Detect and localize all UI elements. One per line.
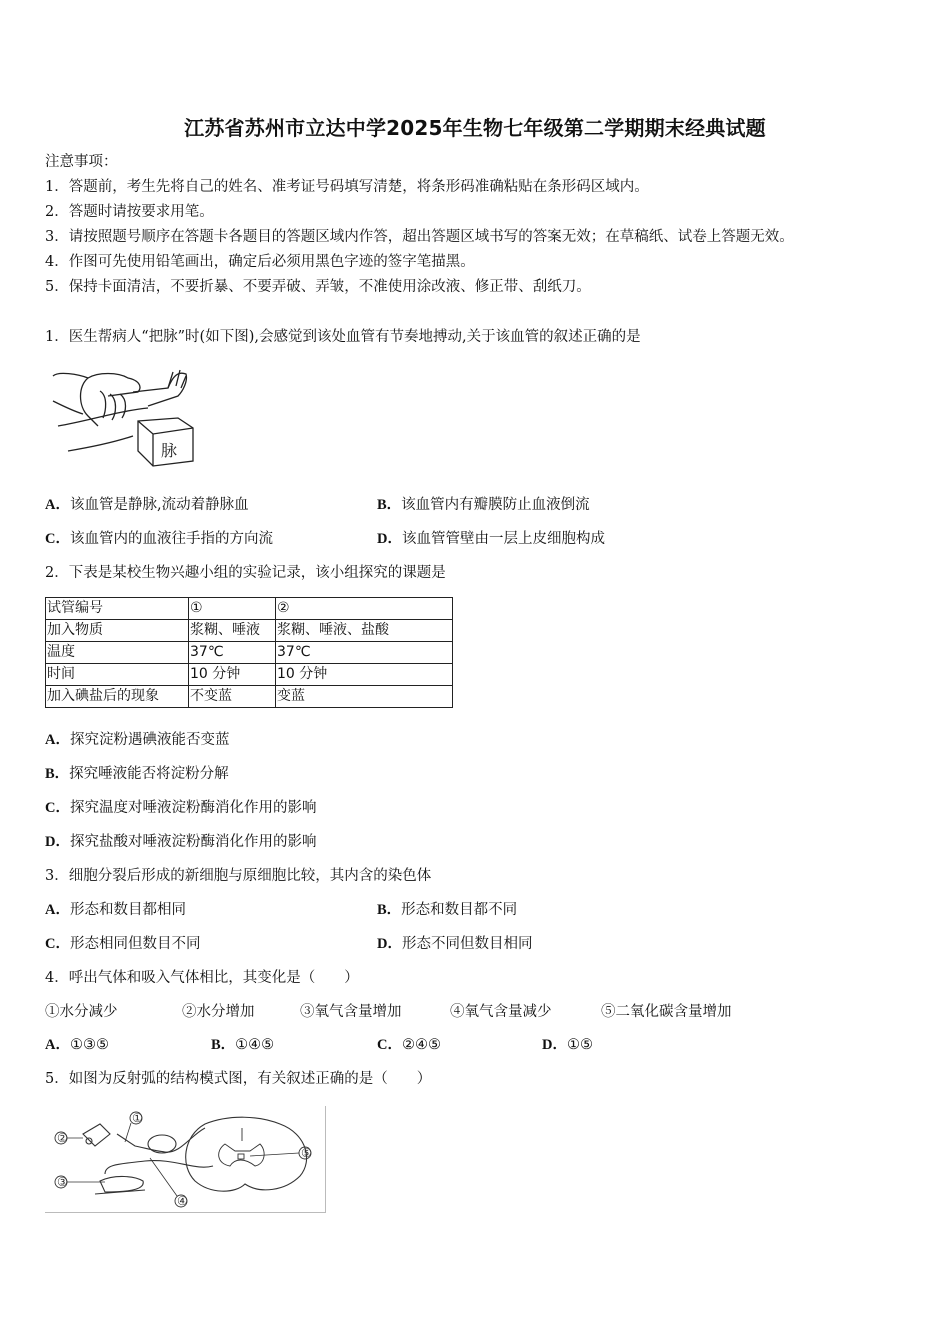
option-text: 探究淀粉遇碘液能否变蓝 (69, 732, 230, 748)
statement-item: ④氧气含量减少 (450, 1004, 552, 1020)
question-2-stem: 2．下表是某校生物兴趣小组的实验记录，该小组探究的课题是 (45, 565, 446, 581)
table-cell: 温度 (46, 642, 189, 664)
question-4-option-d[interactable] (542, 1035, 593, 1055)
option-text: 该血管是静脉,流动着静脉血 (69, 497, 249, 513)
option-letter: C． (45, 800, 70, 816)
question-3-option-a[interactable] (45, 900, 186, 920)
option-letter: B． (377, 497, 402, 513)
option-letter: D． (542, 1037, 567, 1053)
option-letter: A． (45, 1037, 70, 1053)
option-text: 该血管内有瓣膜防止血液倒流 (401, 497, 590, 513)
table-cell: 时间 (46, 664, 189, 686)
pulse-taking-illustration-icon (48, 366, 198, 471)
option-text: 探究盐酸对唾液淀粉酶消化作用的影响 (69, 834, 317, 850)
question-4-stem: 4．呼出气体和吸入气体相比，其变化是（ ） (45, 970, 359, 986)
option-text: 形态相同但数目不同 (69, 936, 201, 952)
question-2-option-b[interactable] (45, 764, 229, 784)
option-letter: C． (45, 936, 70, 952)
option-letter: A． (45, 732, 70, 748)
table-cell: 试管编号 (46, 598, 189, 620)
table-row (46, 620, 453, 642)
question-3-option-b[interactable] (377, 900, 517, 920)
question-1-option-a[interactable] (45, 495, 249, 515)
option-letter: B． (211, 1037, 236, 1053)
question-3-option-d[interactable] (377, 934, 532, 954)
statement-item: ①水分减少 (45, 1004, 118, 1020)
table-cell: ② (276, 598, 453, 620)
option-letter: A． (45, 902, 70, 918)
table-row (46, 686, 453, 708)
option-letter: D． (45, 834, 70, 850)
table-cell: ① (189, 598, 276, 620)
option-letter: D． (377, 936, 402, 952)
option-letter: A． (45, 497, 70, 513)
notice-heading: 注意事项： (45, 154, 118, 170)
statement-item: ⑤二氧化碳含量增加 (601, 1004, 732, 1020)
option-text: 形态和数目都相同 (69, 902, 186, 918)
question-2-option-a[interactable] (45, 730, 229, 750)
table-cell: 变蓝 (276, 686, 453, 708)
table-cell: 浆糊、唾液 (189, 620, 276, 642)
question-4-option-c[interactable] (377, 1035, 441, 1055)
svg-text:②: ② (57, 1131, 68, 1145)
option-text: 探究唾液能否将淀粉分解 (69, 766, 229, 782)
option-text: ①④⑤ (235, 1037, 275, 1053)
svg-text:③: ③ (57, 1175, 68, 1189)
statement-item: ②水分增加 (182, 1004, 255, 1020)
experiment-table (45, 597, 453, 708)
svg-text:①: ① (132, 1111, 143, 1125)
svg-text:脉: 脉 (161, 441, 178, 460)
option-letter: B． (45, 766, 70, 782)
question-1-stem: 1．医生帮病人“把脉”时(如下图),会感觉到该处血管有节奏地搏动,关于该血管的叙述正确的是 (45, 329, 641, 345)
table-row (46, 642, 453, 664)
question-1-option-b[interactable] (377, 495, 590, 515)
svg-text:④: ④ (177, 1194, 188, 1208)
table-row (46, 664, 453, 686)
table-cell: 10 分钟 (276, 664, 453, 686)
question-2-option-d[interactable] (45, 832, 316, 852)
question-5-stem: 5．如图为反射弧的结构模式图，有关叙述正确的是（ ） (45, 1071, 432, 1087)
reflex-arc-diagram-icon (45, 1106, 326, 1213)
document-title: 江苏省苏州市立达中学2025年生物七年级第二学期期末经典试题 (184, 116, 766, 140)
table-cell: 加入碘盐后的现象 (46, 686, 189, 708)
question-3-option-c[interactable] (45, 934, 200, 954)
table-cell: 加入物质 (46, 620, 189, 642)
statement-item: ③氧气含量增加 (300, 1004, 402, 1020)
option-letter: D． (377, 531, 402, 547)
question-3-stem: 3．细胞分裂后形成的新细胞与原细胞比较，其内含的染色体 (45, 868, 432, 884)
table-cell: 37℃ (276, 642, 453, 664)
option-text: 该血管内的血液往手指的方向流 (69, 531, 273, 547)
option-letter: C． (377, 1037, 402, 1053)
option-text: ①③⑤ (69, 1037, 109, 1053)
notice-item: 3．请按照题号顺序在答题卡各题目的答题区域内作答，超出答题区域书写的答案无效；在草稿纸、试卷上答题无效。 (45, 229, 794, 245)
notice-item: 5．保持卡面清洁，不要折暴、不要弄破、弄皱，不准使用涂改液、修正带、刮纸刀。 (45, 279, 591, 295)
question-2-option-c[interactable] (45, 798, 316, 818)
notice-item: 2．答题时请按要求用笔。 (45, 204, 214, 220)
option-text: ②④⑤ (401, 1037, 441, 1053)
option-letter: C． (45, 531, 70, 547)
option-text: 形态和数目都不同 (401, 902, 518, 918)
option-text: 探究温度对唾液淀粉酶消化作用的影响 (69, 800, 317, 816)
question-1-option-c[interactable] (45, 529, 273, 549)
table-cell: 37℃ (189, 642, 276, 664)
option-text: 形态不同但数目相同 (401, 936, 533, 952)
notice-item: 4．作图可先使用铅笔画出，确定后必须用黑色字迹的签字笔描黑。 (45, 254, 475, 270)
option-text: ①⑤ (566, 1037, 593, 1053)
table-row (46, 598, 453, 620)
option-text: 该血管管壁由一层上皮细胞构成 (401, 531, 605, 547)
option-letter: B． (377, 902, 402, 918)
notice-item: 1．答题前，考生先将自己的姓名、准考证号码填写清楚，将条形码准确粘贴在条形码区域内。 (45, 179, 649, 195)
svg-text:⑤: ⑤ (301, 1146, 312, 1160)
table-cell: 10 分钟 (189, 664, 276, 686)
question-4-option-b[interactable] (211, 1035, 274, 1055)
question-4-option-a[interactable] (45, 1035, 109, 1055)
table-cell: 不变蓝 (189, 686, 276, 708)
question-1-option-d[interactable] (377, 529, 605, 549)
table-cell: 浆糊、唾液、盐酸 (276, 620, 453, 642)
